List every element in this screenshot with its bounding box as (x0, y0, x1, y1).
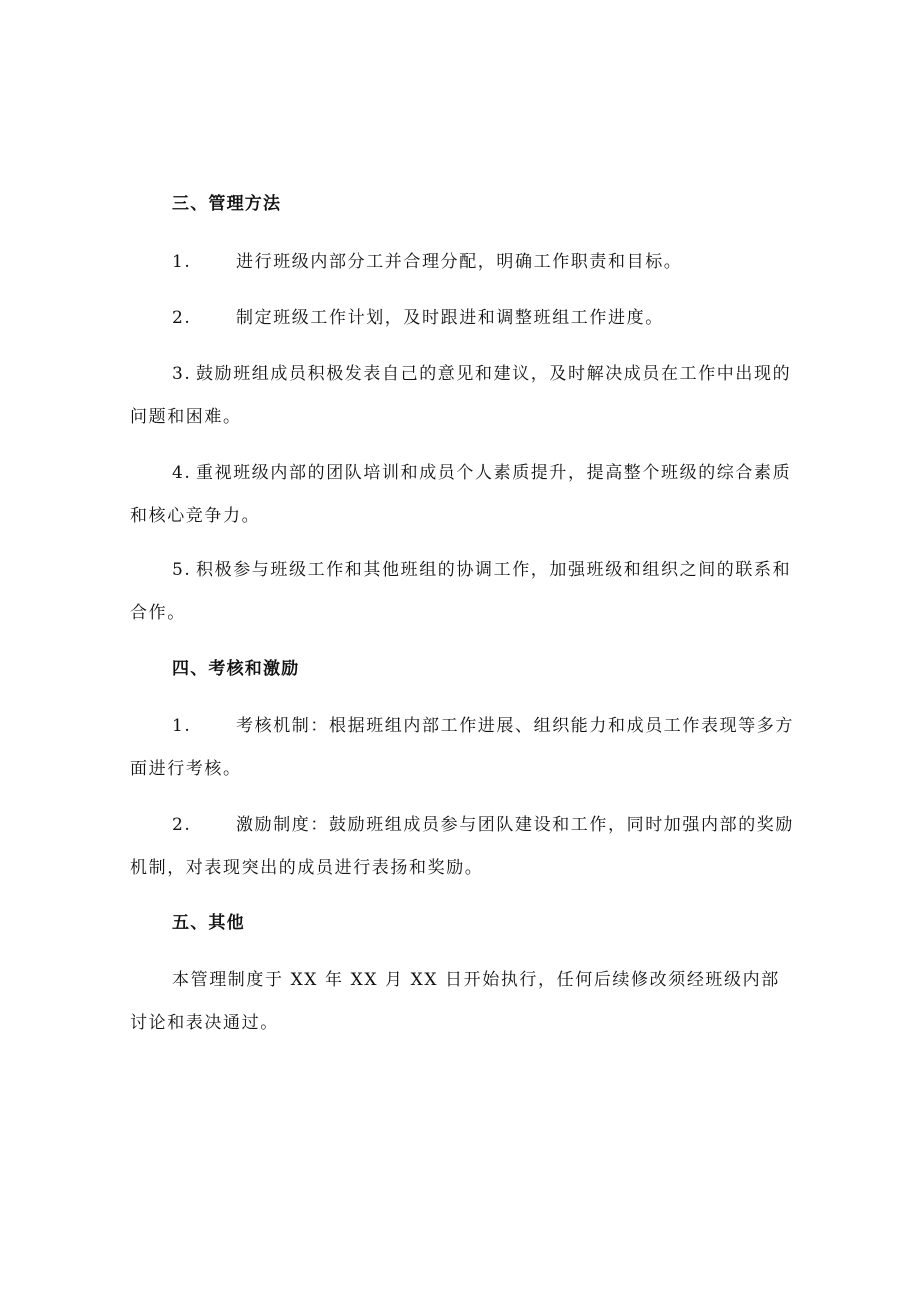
list-item-text: 进行班级内部分工并合理分配，明确工作职责和目标。 (236, 252, 683, 272)
list-item (130, 452, 795, 538)
list-item-text: 制定班级工作计划，及时跟进和调整班组工作进度。 (236, 308, 664, 328)
list-item-text: 积极参与班级工作和其他班组的协调工作，加强班级和组织之间的联系和合作。 (130, 560, 792, 623)
list-item-number: 1. (172, 252, 192, 272)
list-item-number: 3. (172, 364, 192, 384)
list-item-text: 考核机制：根据班组内部工作进展、组织能力和成员工作表现等多方面进行考核。 (130, 716, 794, 779)
list-item-number: 4. (172, 463, 192, 483)
list-item (130, 549, 795, 635)
section-heading-management-methods: 三、管理方法 (172, 194, 282, 214)
list-item-number: 5. (172, 560, 192, 580)
list-item (130, 241, 795, 284)
list-item-text: 鼓励班组成员积极发表自己的意见和建议，及时解决成员在工作中出现的问题和困难。 (130, 364, 792, 427)
list-item-number: 1. (172, 716, 192, 736)
list-item-number: 2. (172, 308, 192, 328)
list-item (130, 804, 795, 890)
section-heading-other: 五、其他 (172, 913, 245, 933)
list-item-text: 激励制度：鼓励班组成员参与团队建设和工作，同时加强内部的奖励机制，对表现突出的成员进行表扬和奖励。 (130, 815, 794, 878)
list-item (130, 353, 795, 439)
list-item (130, 705, 795, 791)
list-item-text: 重视班级内部的团队培训和成员个人素质提升，提高整个班级的综合素质和核心竞争力。 (130, 463, 792, 526)
list-item (130, 297, 795, 340)
section-heading-assessment-incentives: 四、考核和激励 (172, 659, 300, 679)
list-item-number: 2. (172, 815, 192, 835)
closing-paragraph: 本管理制度于 XX 年 XX 月 XX 日开始执行，任何后续修改须经班级内部讨论和表决通过。 (130, 970, 780, 1033)
